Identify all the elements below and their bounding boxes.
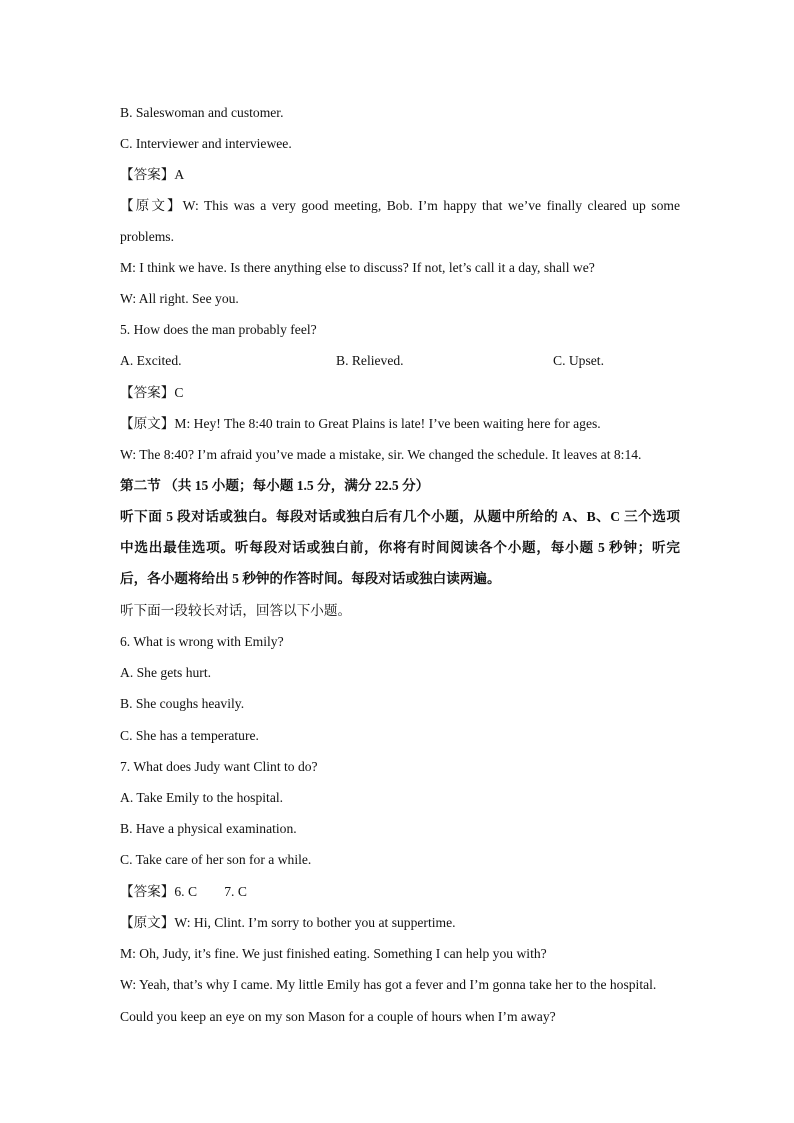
transcript-q4-line2: problems. xyxy=(120,229,174,244)
q5-option-a: A. Excited. xyxy=(120,353,182,368)
transcript-q5-line1: 【原文】M: Hey! The 8:40 train to Great Plains is late! I’ve been waiting here for ages. xyxy=(120,416,601,431)
q7-option-c: C. Take care of her son for a while. xyxy=(120,852,312,867)
option-c: C. Interviewer and interviewee. xyxy=(120,136,292,151)
question-5: 5. How does the man probably feel? xyxy=(120,322,317,337)
answer-q6-q7: 【答案】6. C 7. C xyxy=(120,884,247,899)
section-heading: 第二节 （共 15 小题；每小题 1.5 分，满分 22.5 分） xyxy=(120,478,430,493)
transcript-q6-line4: Could you keep an eye on my son Mason for a couple of hours when I’m away? xyxy=(120,1009,556,1024)
transcript-q4-line3: M: I think we have. Is there anything else to discuss? If not, let’s call it a day, shall we? xyxy=(120,260,595,275)
transcript-q4-line4: W: All right. See you. xyxy=(120,291,239,306)
transcript-q6-line2: M: Oh, Judy, it’s fine. We just finished eating. Something I can help you with? xyxy=(120,946,547,961)
transcript-q5-line2: W: The 8:40? I’m afraid you’ve made a mistake, sir. We changed the schedule. It leaves at 8:14. xyxy=(120,447,642,462)
answer-q5: 【答案】C xyxy=(120,385,184,400)
q7-option-b: B. Have a physical examination. xyxy=(120,821,297,836)
q6-option-c: C. She has a temperature. xyxy=(120,728,259,743)
transcript-q6-line3: W: Yeah, that’s why I came. My little Emily has got a fever and I’m gonna take her to the hospital. xyxy=(120,977,657,992)
q5-option-b: B. Relieved. xyxy=(336,353,404,368)
question-6: 6. What is wrong with Emily? xyxy=(120,634,284,649)
transcript-q4-line1: 【原文】W: This was a very good meeting, Bob. I’m happy that we’ve finally cleared up some xyxy=(120,198,680,213)
q5-option-c: C. Upset. xyxy=(553,353,604,368)
q6-option-b: B. She coughs heavily. xyxy=(120,696,245,711)
question-7: 7. What does Judy want Clint to do? xyxy=(120,759,318,774)
instructions-line3: 后，各小题将给出 5 秒钟的作答时间。每段对话或独白读两遍。 xyxy=(120,571,501,586)
q6-option-a: A. She gets hurt. xyxy=(120,665,211,680)
transcript-q6-line1: 【原文】W: Hi, Clint. I’m sorry to bother you at suppertime. xyxy=(120,915,456,930)
instructions-line1: 听下面 5 段对话或独白。每段对话或独白后有几个小题，从题中所给的 A、B、C 三个选项 xyxy=(120,509,680,524)
option-b: B. Saleswoman and customer. xyxy=(120,105,284,120)
answer-q4: 【答案】A xyxy=(120,167,185,182)
instructions-line2: 中选出最佳选项。听每段对话或独白前，你将有时间阅读各个小题，每小题 5 秒钟；听完 xyxy=(120,540,680,555)
q7-option-a: A. Take Emily to the hospital. xyxy=(120,790,284,805)
dialogue-intro: 听下面一段较长对话，回答以下小题。 xyxy=(120,603,352,618)
